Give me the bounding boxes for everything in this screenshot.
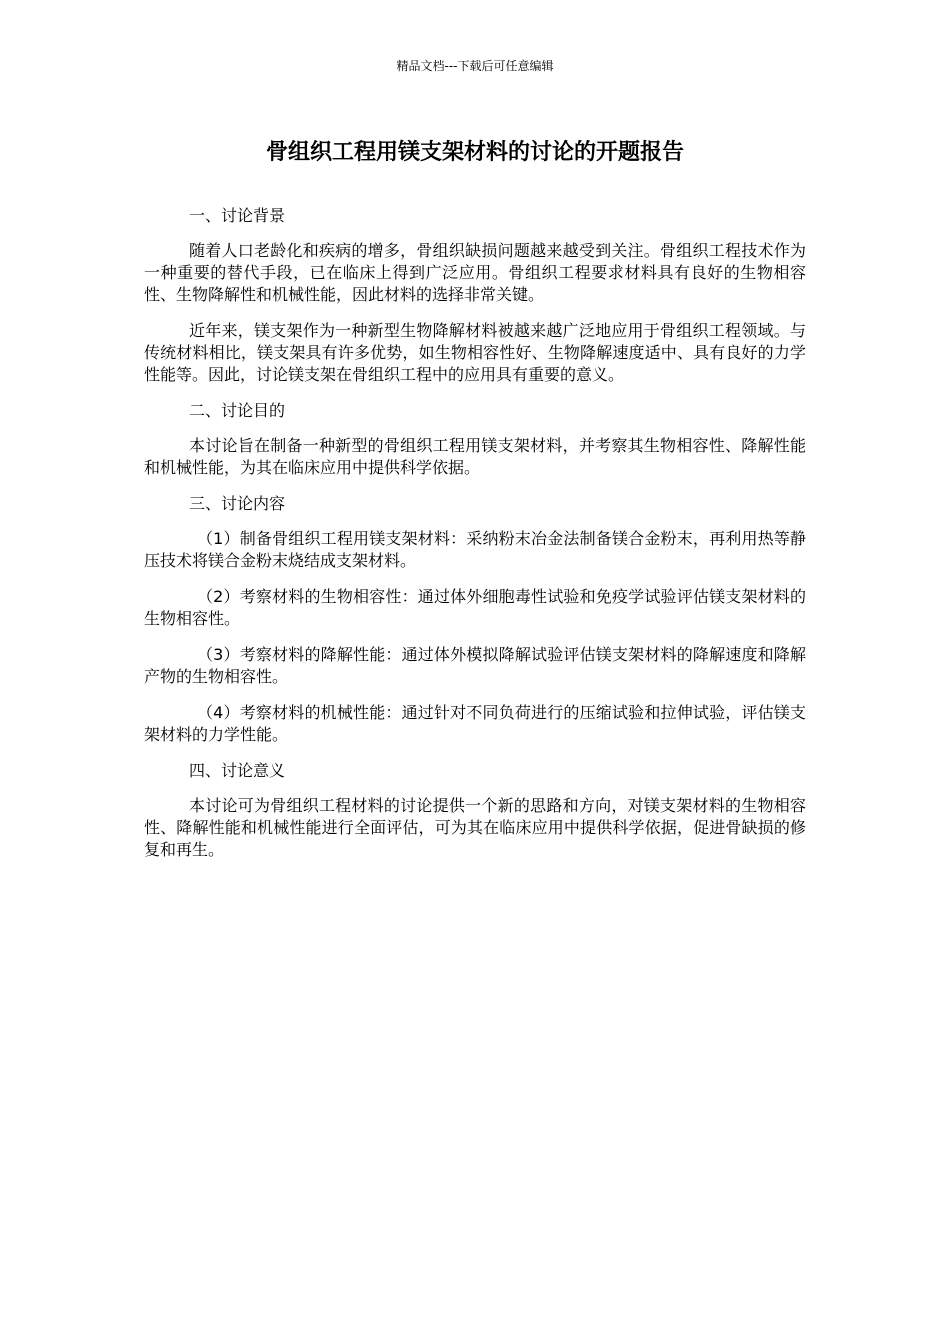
header-note: 精品文档---下载后可任意编辑: [396, 59, 554, 73]
section-heading: 二、讨论目的: [189, 401, 286, 420]
paragraph: 近年来，镁支架作为一种新型生物降解材料被越来越广泛地应用于骨组织工程领域。与传统材料相比，镁支架具有许多优势，如生物相容性好、生物降解速度适中、具有良好的力学性能等。因此，讨论镁支架在骨组织工程中的应用具有重要的意义。: [144, 321, 806, 384]
section-significance: [144, 760, 806, 861]
section-heading: 一、讨论背景: [189, 206, 286, 225]
section-purpose: [144, 400, 806, 479]
section-background: [144, 205, 806, 386]
section-content: [144, 493, 806, 746]
section-heading: 四、讨论意义: [189, 761, 286, 780]
list-item: （3）考察材料的降解性能：通过体外模拟降解试验评估镁支架材料的降解速度和降解产物的生物相容性。: [144, 645, 806, 686]
list-item: （1）制备骨组织工程用镁支架材料：采纳粉末冶金法制备镁合金粉末，再利用热等静压技术将镁合金粉末烧结成支架材料。: [144, 529, 806, 570]
paragraph: 本讨论旨在制备一种新型的骨组织工程用镁支架材料，并考察其生物相容性、降解性能和机械性能，为其在临床应用中提供科学依据。: [144, 436, 806, 477]
section-heading: 三、讨论内容: [189, 494, 286, 513]
paragraph: 随着人口老龄化和疾病的增多，骨组织缺损问题越来越受到关注。骨组织工程技术作为一种重要的替代手段，已在临床上得到广泛应用。骨组织工程要求材料具有良好的生物相容性、生物降解性和机械性能，因此材料的选择非常关键。: [144, 241, 806, 304]
list-item: （4）考察材料的机械性能：通过针对不同负荷进行的压缩试验和拉伸试验，评估镁支架材料的力学性能。: [144, 703, 806, 744]
list-item: （2）考察材料的生物相容性：通过体外细胞毒性试验和免疫学试验评估镁支架材料的生物相容性。: [144, 587, 806, 628]
document-title: 骨组织工程用镁支架材料的讨论的开题报告: [265, 140, 684, 165]
paragraph: 本讨论可为骨组织工程材料的讨论提供一个新的思路和方向，对镁支架材料的生物相容性、降解性能和机械性能进行全面评估，可为其在临床应用中提供科学依据，促进骨缺损的修复和再生。: [144, 796, 806, 859]
document-body: [144, 205, 806, 875]
